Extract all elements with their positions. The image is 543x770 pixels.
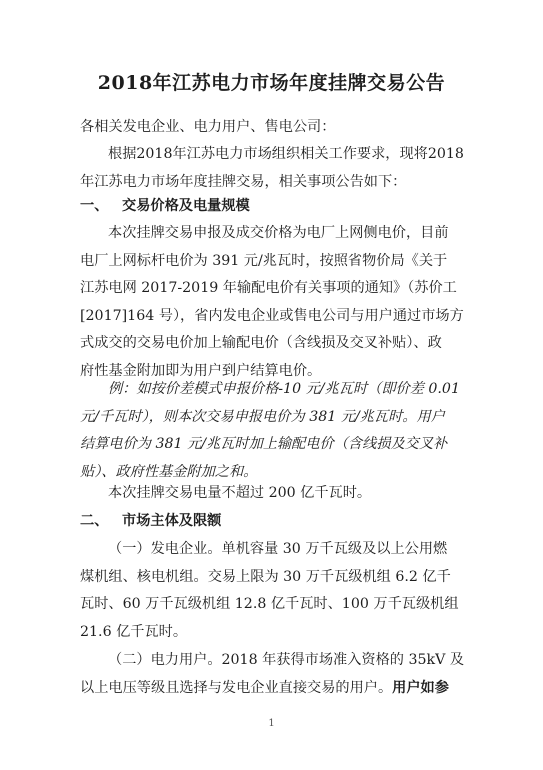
section-2-title: 市场主体及限额 (122, 513, 222, 529)
price-example (80, 376, 466, 486)
paragraph-line: 江苏电网 2017-2019 年输配电价有关事项的通知》（苏价工 (80, 280, 457, 297)
volume-limit-paragraph (80, 480, 466, 508)
section-1-number: 一、 (80, 198, 109, 214)
addressee: 各相关发电企业、电力用户、售电公司： (80, 119, 336, 135)
section-1-heading (80, 193, 250, 221)
intro-paragraph (80, 141, 466, 196)
paragraph-line: 电厂上网标杆电价为 391 元/兆瓦时，按照省物价局《关于 (80, 252, 448, 269)
paragraph-line: [2017]164 号），省内发电企业或售电公司与用户通过市场方 (80, 307, 464, 324)
paragraph-line: （一）发电企业。单机容量 30 万千瓦级及以上公用燃 (108, 541, 448, 557)
example-line: 结算电价为 381 元/兆瓦时加上输配电价（含线损及交叉补 (80, 436, 448, 453)
paragraph-text: 以上电压等级且选择与发电企业直接交易的用户。 (80, 679, 393, 696)
section-1-title: 交易价格及电量规模 (122, 198, 250, 214)
document-title: 2018年江苏电力市场年度挂牌交易公告 (97, 72, 446, 94)
generator-paragraph (80, 536, 466, 646)
example-line: 贴）、政府性基金附加之和。 (80, 463, 258, 480)
paragraph-line: 21.6 亿千瓦时。 (80, 623, 188, 640)
intro-line: 根据2018年江苏电力市场组织相关工作要求，现将2018 (108, 146, 464, 162)
paragraph-line: 式成交的交易电价加上输配电价（含线损及交叉补贴）、政 (80, 335, 442, 352)
user-paragraph (80, 647, 466, 702)
section-1-paragraph (80, 220, 466, 386)
paragraph-line: （二）电力用户。2018 年获得市场准入资格的 35kV 及 (108, 652, 465, 668)
paragraph-line: 府性基金附加即为用户到户结算电价。 (80, 362, 322, 379)
section-2-heading (80, 508, 221, 536)
example-line: 例：如按价差模式申报价格-10 元/兆瓦时（即价差 0.01 (108, 381, 460, 397)
section-2-number: 二、 (80, 513, 109, 529)
example-line: 元/千瓦时），则本次交易申报电价为 381 元/兆瓦时。用户 (80, 408, 445, 425)
paragraph-line: 煤机组、核电机组。交易上限为 30 万千瓦级机组 6.2 亿千 (80, 568, 451, 585)
page-number: 1 (268, 718, 275, 729)
paragraph-line: 本次挂牌交易电量不超过 200 亿千瓦时。 (108, 485, 372, 501)
intro-line: 年江苏电力市场年度挂牌交易，相关事项公告如下： (80, 173, 407, 190)
paragraph-line: 瓦时、60 万千瓦级机组 12.8 亿千瓦时、100 万千瓦级机组 (80, 596, 459, 613)
bold-continuation: 用户如参 (392, 679, 449, 696)
paragraph-line: 本次挂牌交易申报及成交价格为电厂上网侧电价，目前 (108, 225, 449, 241)
paragraph-line (80, 675, 466, 703)
